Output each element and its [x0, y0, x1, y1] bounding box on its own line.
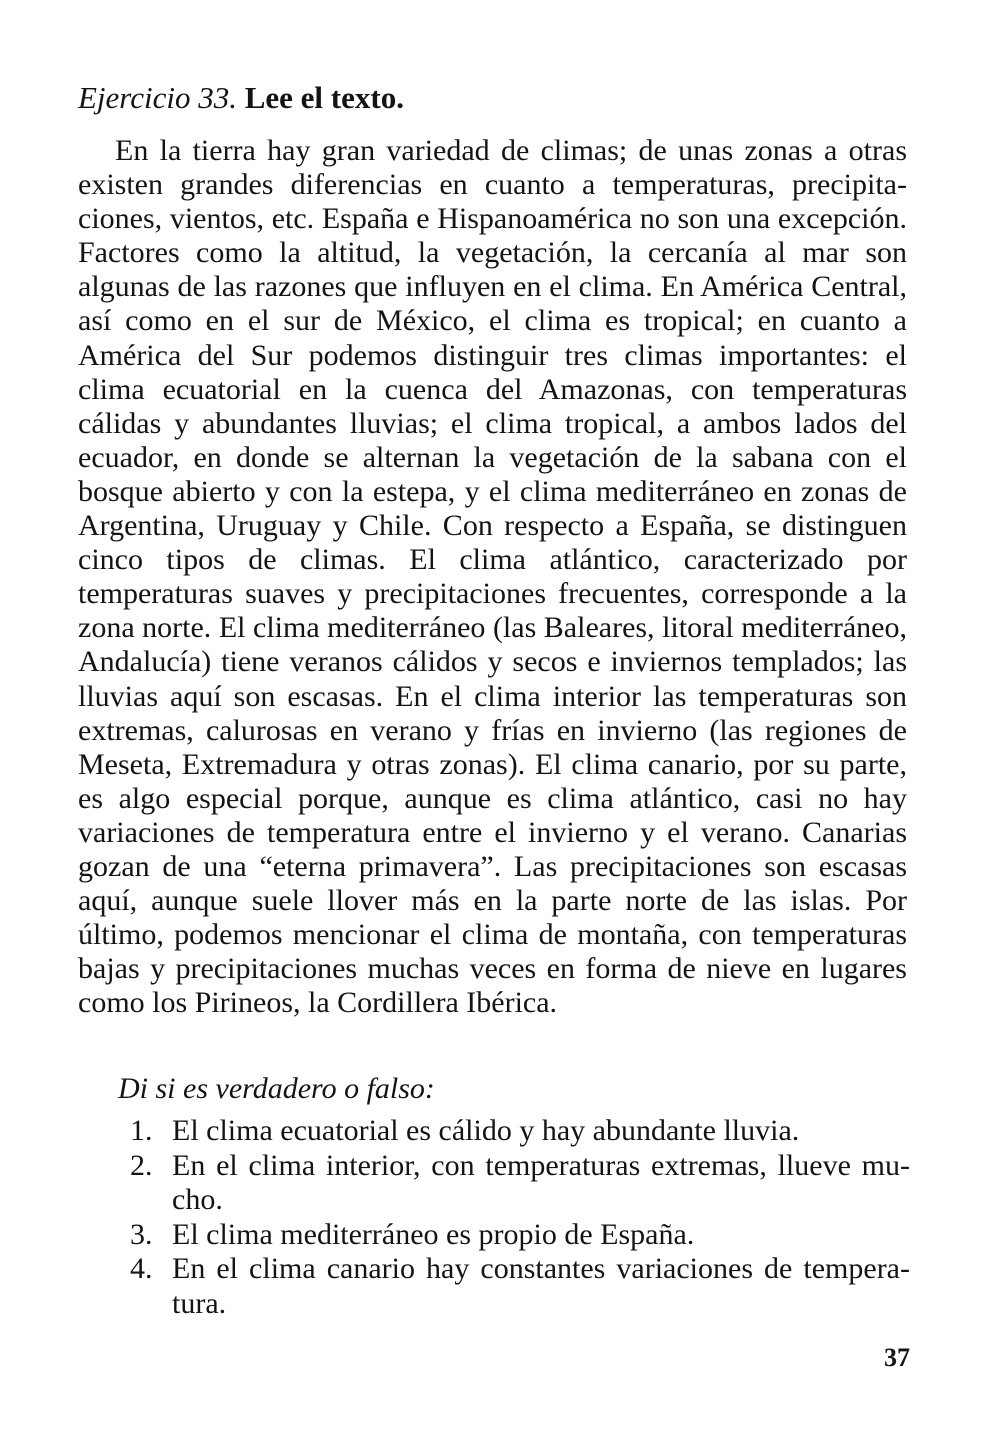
statement-number: 2. — [130, 1148, 153, 1182]
statement-number: 3. — [130, 1217, 153, 1251]
statement-list — [130, 1114, 910, 1322]
statement-text: El clima mediterráneo es propio de España. — [172, 1217, 695, 1251]
exercise-instruction: Lee el texto. — [244, 80, 404, 115]
reading-passage: En la tierra hay gran variedad de climas; de unas zonas a otras existen grandes diferencias en cuanto a temperaturas, precipitaciones, vientos, etc. España e Hispanoamérica no son una excepción. Factores como la altitud, la vegetación, la cercanía al mar son algunas de las razones que influyen en el clima. En América Central, así como en el sur de México, el clima es tropical; en cuanto a América del Sur podemos distinguir tres climas importantes: el clima ecuatorial en la cuenca del Amazonas, con temperaturas cálidas y abundantes lluvias; el clima tropical, a ambos lados del ecuador, en donde se alternan la vegetación de la sabana con el bosque abierto y con la estepa, y el clima mediterráneo en zonas de Argentina, Uruguay y Chile. Con respecto a España, se distinguen cinco tipos de climas. El clima atlántico, caracterizado por temperaturas suaves y precipitaciones frecuentes, corresponde a la zona norte. El clima mediterráneo (las Baleares, litoral mediterráneo, Andalucía) tiene veranos cálidos y secos e inviernos templados; las lluvias aquí son escasas. En el clima interior las temperaturas son extremas, calurosas en verano y frías en invierno (las regiones de Meseta, Extremadura y otras zonas). El clima canario, por su parte, es algo especial porque, aunque es clima atlántico, casi no hay variaciones de temperatura entre el invierno y el verano. Canarias gozan de una “eterna primavera”. Las precipitaciones son escasas aquí, aunque suele llover más en la parte norte de las islas. Por último, podemos mencionar el clima de montaña, con temperaturas bajas y precipitaciones muchas veces en forma de nieve en lugares como los Pirineos, la Cordillera Ibérica. — [78, 134, 907, 1020]
statement-item — [130, 1149, 910, 1218]
statement-item — [130, 1252, 910, 1321]
statement-text: El clima ecuatorial es cálido y hay abundante lluvia. — [172, 1114, 800, 1147]
exercise-label: Ejercicio 33. — [78, 80, 237, 115]
statement-item — [130, 1218, 910, 1253]
statement-text: En el clima interior, con temperaturas extremas, llueve mucho. — [172, 1148, 910, 1217]
statement-number: 4. — [130, 1252, 153, 1286]
statement-item — [130, 1114, 910, 1149]
exercise-heading — [78, 80, 404, 116]
statement-text: En el clima canario hay constantes variaciones de temperatura. — [172, 1252, 910, 1320]
statement-number: 1. — [130, 1114, 153, 1147]
true-false-prompt: Di si es verdadero o falso: — [118, 1072, 435, 1105]
page-number: 37 — [884, 1343, 910, 1372]
